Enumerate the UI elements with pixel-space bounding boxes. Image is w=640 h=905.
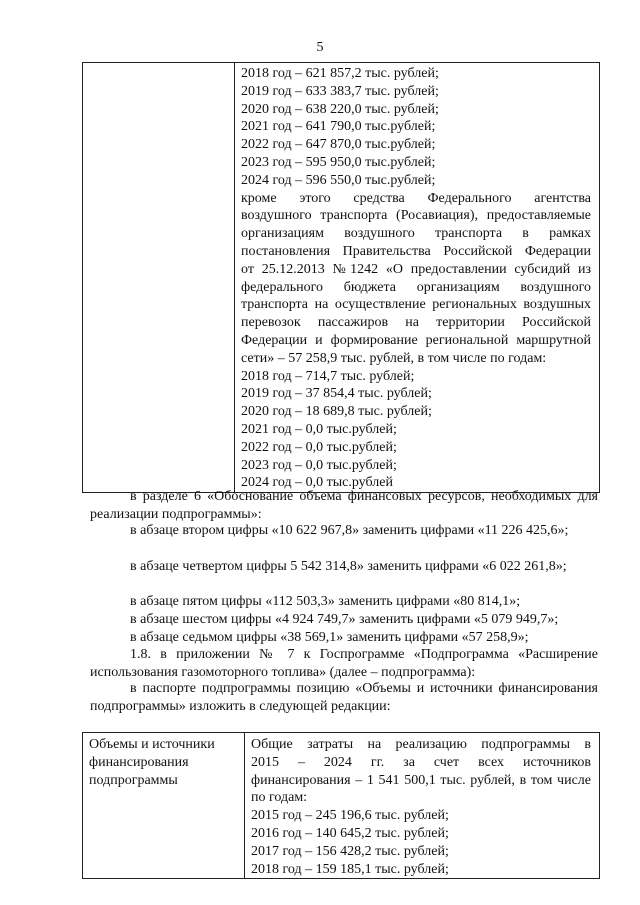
table-left-cell [83,733,245,879]
rosaviatsiya-paragraph-line: кроме этого средства Федерального агентства [241,190,591,206]
body-paragraph: в разделе 6 «Обоснование объема финансовых ресурсов, необходимых для реализации подпрограммы»: [90,489,598,522]
rosaviatsiya-paragraph-line: организациям воздушного транспорта в рамках [241,226,591,242]
rosaviatsiya-paragraph-line: сети» – 57 258,9 тыс. рублей, в том числе по годам: [241,350,547,366]
year-amount-line: 2020 год – 638 220,0 тыс. рублей; [241,101,439,117]
body-paragraph: в абзаце пятом цифры «112 503,3» заменить цифрами «80 814,1»; [130,594,521,609]
year-amount-line: 2022 год – 0,0 тыс.рублей; [241,439,397,455]
rosaviatsiya-paragraph-line: от 25.12.2013 №1242 «О предоставлении субсидий из [241,261,591,277]
year-amount-line: 2021 год – 0,0 тыс.рублей; [241,421,397,437]
year-amount-line: 2018 год – 714,7 тыс. рублей; [241,368,415,384]
year-amount-line: 2024 год – 596 550,0 тыс.рублей; [241,172,436,188]
year-amount-line: 2024 год – 0,0 тыс.рублей [241,475,393,491]
total-cost-paragraph-line: финансирования – 1 541 500,1 тыс. рублей, в том числе [251,772,591,788]
table-left-cell [83,63,235,493]
year-amount-line: 2023 год – 0,0 тыс.рублей; [241,457,397,473]
total-cost-paragraph-line: по годам: [251,790,308,806]
body-paragraph: в паспорте подпрограммы позицию «Объемы и источники финансирования подпрограммы» изложить в следующей редакции: [90,681,598,714]
gas-fuel-funding-table [82,732,600,879]
page-number: 5 [316,40,324,55]
body-paragraph: в абзаце шестом цифры «4 924 749,7» заменить цифрами «5 079 949,7»; [130,612,559,627]
body-paragraph: в абзаце втором цифры «10 622 967,8» заменить цифрами «11 226 425,6»; [130,523,569,538]
year-amount-line: 2016 год – 140 645,2 тыс. рублей; [251,825,449,841]
rosaviatsiya-paragraph-line: федерального бюджета организациям воздушного [241,279,591,295]
table-right-cell [245,733,600,879]
total-cost-paragraph-line: Общие затраты на реализацию подпрограммы в [251,737,591,752]
rosaviatsiya-paragraph-line: воздушного транспорта (Росавиация), предоставляемые [241,208,591,224]
year-amount-line: 2017 год – 156 428,2 тыс. рублей; [251,843,449,859]
body-paragraph: в абзаце четвертом цифры 5 542 314,8» заменить цифрами «6 022 261,8»; [130,559,567,574]
year-amount-line: 2022 год – 647 870,0 тыс.рублей; [241,137,436,153]
year-amount-line: 2019 год – 633 383,7 тыс. рублей; [241,83,439,99]
year-amount-line: 2021 год – 641 790,0 тыс.рублей; [241,119,436,135]
rosaviatsiya-paragraph-line: транспорта на осуществление региональных воздушных [241,297,591,313]
year-amount-line: 2015 год – 245 196,6 тыс. рублей; [251,808,449,824]
body-paragraph: 1.8. в приложении № 7 к Госпрограмме «Подпрограмма «Расширение использования газомоторного топлива» (далее – подпрограмма): [90,647,598,680]
year-amount-line: 2023 год – 595 950,0 тыс.рублей; [241,154,436,170]
rosaviatsiya-paragraph-line: перевозок пассажиров на территории Российской [241,315,591,331]
year-amount-line: 2018 год – 621 857,2 тыс. рублей; [241,66,439,81]
rosaviatsiya-paragraph-line: постановления Правительства Российской Федерации [241,243,591,259]
year-amount-line: 2018 год – 159 185,1 тыс. рублей; [251,861,449,877]
body-paragraph: в абзаце седьмом цифры «38 569,1» заменить цифрами «57 258,9»; [130,630,529,645]
funding-table-continued [82,62,600,493]
table-right-cell [235,63,600,493]
section-header-cell: Объемы и источники финансирования подпрограммы [89,737,215,788]
rosaviatsiya-paragraph-line: Федерации и формирование региональной маршрутной [241,332,591,348]
total-cost-paragraph-line: 2015 – 2024 гг. за счет всех источников [251,754,591,770]
year-amount-line: 2019 год – 37 854,4 тыс. рублей; [241,386,432,402]
year-amount-line: 2020 год – 18 689,8 тыс. рублей; [241,404,432,420]
